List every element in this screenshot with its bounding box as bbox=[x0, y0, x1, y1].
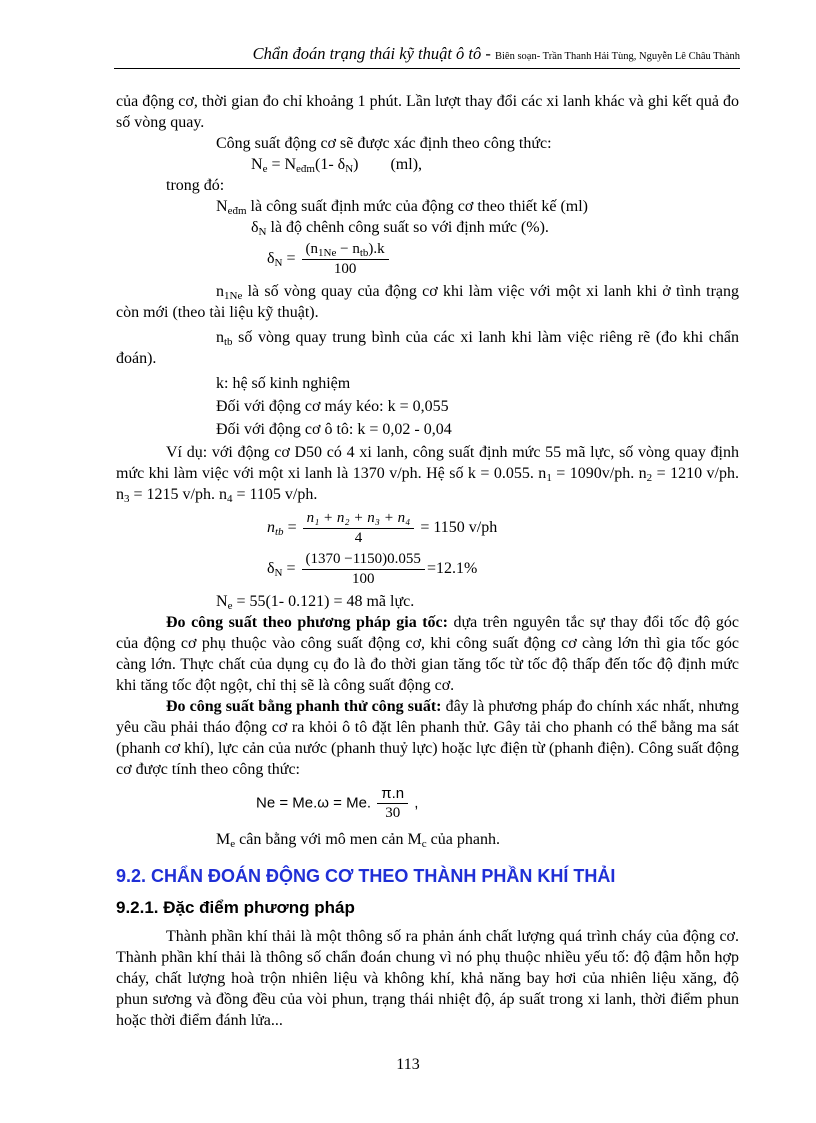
example-text: = 1090v/ph. n bbox=[551, 465, 647, 482]
page-number: 113 bbox=[396, 1056, 420, 1073]
paragraph-brake bbox=[116, 696, 739, 780]
formula-ne-result bbox=[116, 591, 739, 612]
formula-sub: tb bbox=[359, 247, 369, 259]
fraction-denominator: 4 bbox=[354, 530, 363, 546]
formula-text: N bbox=[216, 593, 228, 610]
example-sub: 1 bbox=[546, 472, 552, 484]
paragraph: của động cơ, thời gian đo chỉ khoảng 1 phút. Lần lượt thay đổi các xi lanh khác và ghi kết quả đo số vòng quay. bbox=[116, 93, 739, 131]
formula-text: ) (ml), bbox=[353, 156, 423, 173]
paragraph-text: dựa trên nguyên tắc sự thay đổi tốc độ góc của động cơ phụ thuộc vào công suất động cơ, khi công suất động cơ càng lớn thì gia tốc góc càng lớn. Thực chất của dụng cụ đo là đo thời gian tăng tốc từ tốc độ thấp đến tốc độ định mức khi tăng tốc đột ngột, chỉ thị sẽ là công suất động cơ. bbox=[116, 614, 740, 694]
var-sub: c bbox=[421, 838, 427, 850]
formula-sub: tb bbox=[275, 526, 284, 539]
formula-ne bbox=[116, 154, 739, 175]
fraction bbox=[377, 784, 408, 823]
paragraph: Đối với động cơ ô tô: k = 0,02 - 0,04 bbox=[216, 421, 452, 438]
fraction bbox=[303, 509, 415, 548]
formula-sub: e bbox=[262, 163, 268, 175]
header-title: Chẩn đoán trạng thái kỹ thuật ô tô - bbox=[252, 44, 496, 63]
example-sub: 4 bbox=[226, 493, 233, 505]
paragraph: trong đó: bbox=[166, 177, 225, 194]
paragraph: Đối với động cơ máy kéo: k = 0,055 bbox=[216, 398, 449, 415]
var-text: δ bbox=[251, 219, 259, 236]
page-header bbox=[114, 44, 740, 69]
example-text: Ví dụ: với động cơ D50 có 4 xi lanh, công suất định mức 55 mã lực, số vòng quay định mức khi làm việc với một xi lanh là 1370 v/ph. Hệ số k = 0.055. n bbox=[116, 444, 739, 482]
formula-text: δ bbox=[267, 560, 275, 578]
var-sub: 1Ne bbox=[224, 290, 243, 302]
paragraph-acceleration bbox=[116, 612, 739, 696]
var-sub: N bbox=[258, 226, 267, 238]
paragraph-lead: Đo công suất theo phương pháp gia tốc: bbox=[166, 614, 448, 631]
formula-sub: eđm bbox=[296, 163, 315, 175]
var-sub: tb bbox=[224, 336, 233, 348]
formula-text: , bbox=[410, 794, 419, 812]
definition-text: là số vòng quay của động cơ khi làm việc với một xi lanh khi ở tình trạng còn mới (theo tài liệu kỹ thuật). bbox=[116, 283, 739, 321]
var-text: N bbox=[216, 198, 228, 215]
formula-text: Ne = Me.ω = Me. bbox=[256, 794, 372, 812]
formula-sub: N bbox=[274, 567, 283, 580]
fraction bbox=[302, 550, 425, 589]
paragraph: Công suất động cơ sẽ được xác định theo công thức: bbox=[216, 135, 552, 152]
formula-sub: N bbox=[274, 257, 283, 270]
formula-deltan-result: $\delta_N$ = $\frac{(1370 -1150)0.055}{100}$ =12.1% bbox=[267, 551, 478, 587]
definition-deltan bbox=[116, 217, 739, 238]
fraction-numerator: (1370 −1150)0.055 bbox=[302, 550, 425, 570]
formula-text: = 1150 v/ph bbox=[416, 519, 498, 537]
formula-text: =12.1% bbox=[426, 560, 478, 578]
example-sub: 3 bbox=[124, 493, 130, 505]
paragraph-me bbox=[116, 829, 739, 850]
var-text: M bbox=[216, 831, 231, 848]
formula-text: ).k bbox=[368, 241, 385, 257]
definition-text: số vòng quay trung bình của các xi lanh khi làm việc riêng rẽ (đo khi chẩn đoán). bbox=[116, 329, 739, 367]
formula-sub: 1Ne bbox=[318, 247, 337, 259]
var-sub: e bbox=[230, 838, 236, 850]
page-content bbox=[116, 91, 739, 1031]
fraction-denominator: 30 bbox=[385, 805, 401, 821]
definition-text: cân bằng với mô men cản M bbox=[235, 831, 422, 848]
formula-ntb: $n_{tb}$ = $\frac{\text{n₁ + n₂ + n₃ + n₄}}{4}$ = 1150 v/ph bbox=[267, 510, 498, 546]
definition-text: là công suất định mức của động cơ theo thiết kế (ml) bbox=[246, 198, 588, 215]
var-sub: eđm bbox=[227, 205, 247, 217]
fraction-numerator bbox=[302, 240, 389, 260]
definition-n1ne bbox=[116, 281, 739, 323]
formula-text: = N bbox=[267, 156, 297, 173]
definition-text: là độ chênh công suất so với định mức (%). bbox=[266, 219, 549, 236]
example-paragraph bbox=[116, 442, 739, 505]
example-sub: 2 bbox=[646, 472, 653, 484]
definition-nedm bbox=[116, 196, 739, 217]
formula-text: (1- δ bbox=[314, 156, 346, 173]
var-text: n bbox=[216, 283, 224, 300]
formula-brake bbox=[116, 784, 739, 823]
section-heading: 9.2. CHẨN ĐOÁN ĐỘNG CƠ THEO THÀNH PHẦN KHÍ THẢI bbox=[116, 866, 616, 886]
example-text: = 1105 v/ph. bbox=[232, 486, 318, 503]
formula-sub: N bbox=[345, 163, 354, 175]
fraction bbox=[302, 240, 389, 279]
fraction-numerator: n₁ + n₂ + n₃ + n₄ bbox=[303, 509, 415, 529]
paragraph-text: đây là phương pháp đo chính xác nhất, nhưng yêu cầu phải tháo động cơ ra khỏi ô tô đặt lên phanh thử. Gây tải cho phanh có thể bằng ma sát (phanh cơ khí), lực cản của nước (phanh thuỷ lực) hoặc lực điện từ (phanh điện). Công suất động cơ được tính theo công thức: bbox=[116, 698, 739, 778]
formula-text: = 55(1- 0.121) = 48 mã lực. bbox=[232, 593, 415, 610]
fraction-numerator: π.n bbox=[377, 784, 408, 804]
example-text: = 1215 v/ph. n bbox=[129, 486, 227, 503]
formula-deltan: $\delta_N$ = $\frac{(n_{1Ne} - n_{tb}).k}{100}$ bbox=[116, 240, 739, 279]
subsection-heading: 9.2.1. Đặc điểm phương pháp bbox=[116, 898, 355, 917]
formula-text: n bbox=[267, 519, 275, 537]
definition-text: của phanh. bbox=[426, 831, 500, 848]
var-text: n bbox=[216, 329, 224, 346]
formula-text: N bbox=[251, 156, 263, 173]
example-text: = 1210 v/ph. n bbox=[116, 465, 739, 503]
formula-text: (n bbox=[305, 241, 319, 257]
formula-text: − n bbox=[336, 241, 360, 257]
fraction-denominator: 100 bbox=[351, 571, 375, 587]
definition-ntb bbox=[116, 327, 739, 369]
paragraph-lead: Đo công suất bằng phanh thử công suất: bbox=[166, 698, 442, 715]
formula-text: δ bbox=[267, 250, 275, 268]
header-authors: Biên soạn- Trần Thanh Hải Tùng, Nguyễn Lê Châu Thành bbox=[495, 51, 740, 62]
formula-sub: e bbox=[227, 600, 233, 612]
fraction-denominator: 100 bbox=[333, 261, 357, 277]
paragraph: Thành phần khí thải là một thông số ra phản ánh chất lượng quá trình cháy của động cơ. Thành phần khí thải là thông số chẩn đoán chung vì nó phụ thuộc nhiều yếu tố: độ đậm hỗn hợp cháy, chất lượng hoà trộn nhiên liệu và không khí, khả năng bay hơi của nhiên liệu xăng, độ phun sương và đồng đều của vòi phun, trạng thái nhiệt độ, áp suất trong xi lanh, thời điểm phun hoặc thời điểm đánh lửa... bbox=[116, 928, 739, 1029]
paragraph: k: hệ số kinh nghiệm bbox=[216, 375, 351, 392]
